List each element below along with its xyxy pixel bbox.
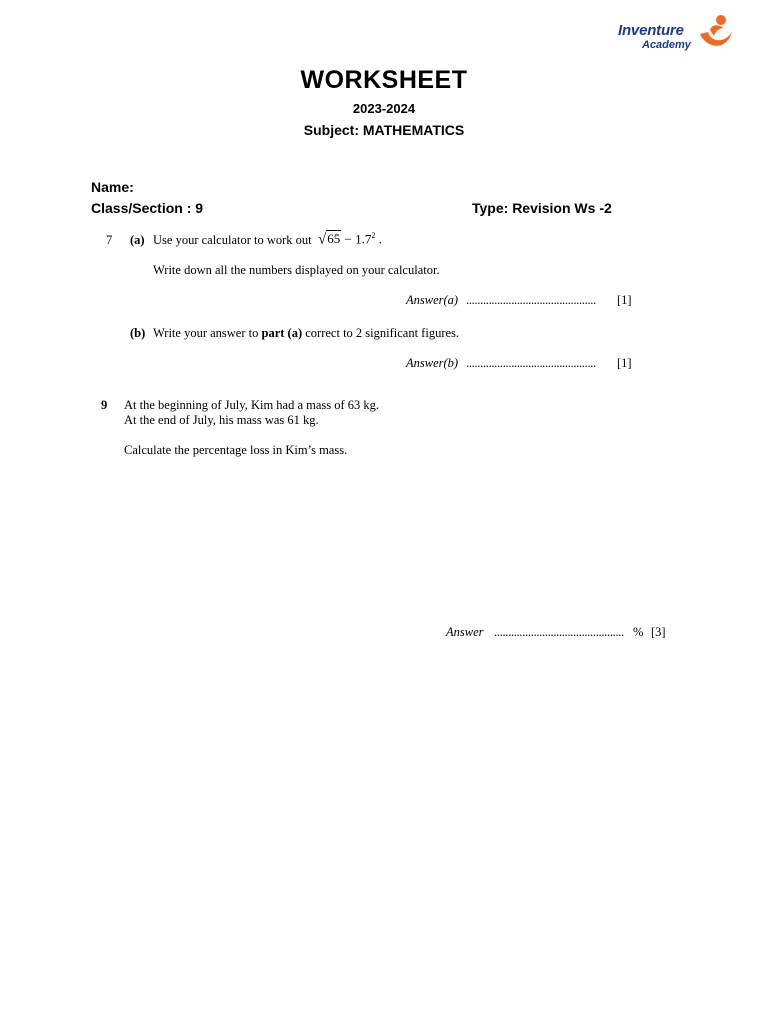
square-root-sign: √: [318, 231, 327, 248]
question-7b-text-bold: part (a): [261, 326, 303, 340]
academic-year: 2023-2024: [352, 101, 416, 116]
answer-9-line[interactable]: ..............................................: [494, 625, 624, 639]
question-7b-text-before: Write your answer to: [153, 326, 259, 340]
question-7a-radicand: 65: [327, 231, 341, 247]
question-7a-expression-end: .: [378, 231, 382, 247]
answer-9-marks: [3]: [651, 625, 666, 639]
question-9-line-1: At the beginning of July, Kim had a mass of 63 kg.: [124, 398, 380, 412]
worksheet-title: WORKSHEET: [300, 66, 468, 94]
subject-line: Subject: MATHEMATICS: [303, 122, 465, 138]
question-7a-instruction: Write down all the numbers displayed on your calculator.: [153, 263, 440, 277]
question-7b-text-after: correct to 2 significant figures.: [305, 326, 460, 340]
name-label: Name:: [91, 179, 134, 195]
question-7a-text: Use your calculator to work out: [153, 233, 312, 247]
question-7b-label: (b): [130, 326, 146, 340]
answer-a-marks: [1]: [617, 293, 632, 307]
answer-b-label: Answer(b): [406, 356, 459, 370]
answer-9-label: Answer: [446, 625, 484, 639]
answer-a-line[interactable]: ..............................................: [466, 293, 596, 307]
question-7a-exponent: 2: [371, 231, 376, 240]
orange-swoosh-figure-icon: [696, 12, 734, 52]
answer-a-label: Answer(a): [406, 293, 459, 307]
question-7b-text: [153, 326, 459, 341]
worksheet-type-label: Type: Revision Ws -2: [472, 200, 612, 216]
question-7-number: 7: [106, 233, 113, 247]
answer-9-unit: %: [633, 625, 644, 639]
answer-b-marks: [1]: [617, 356, 632, 370]
question-7a-label: (a): [130, 233, 145, 247]
class-section-label: Class/Section : 9: [91, 200, 204, 216]
inventure-academy-logo: [618, 12, 738, 56]
question-9-line-2: At the end of July, his mass was 61 kg.: [124, 413, 319, 427]
question-7a-expression-rest: − 1.7: [344, 231, 372, 247]
question-7a-expression: [318, 231, 382, 248]
logo-text-inventure: Inventure: [618, 22, 684, 39]
logo-text-academy: Academy: [642, 39, 691, 51]
question-9-number: 9: [101, 398, 108, 412]
question-9-instruction: Calculate the percentage loss in Kim’s mass.: [124, 443, 348, 457]
answer-b-line[interactable]: ..............................................: [466, 356, 596, 370]
